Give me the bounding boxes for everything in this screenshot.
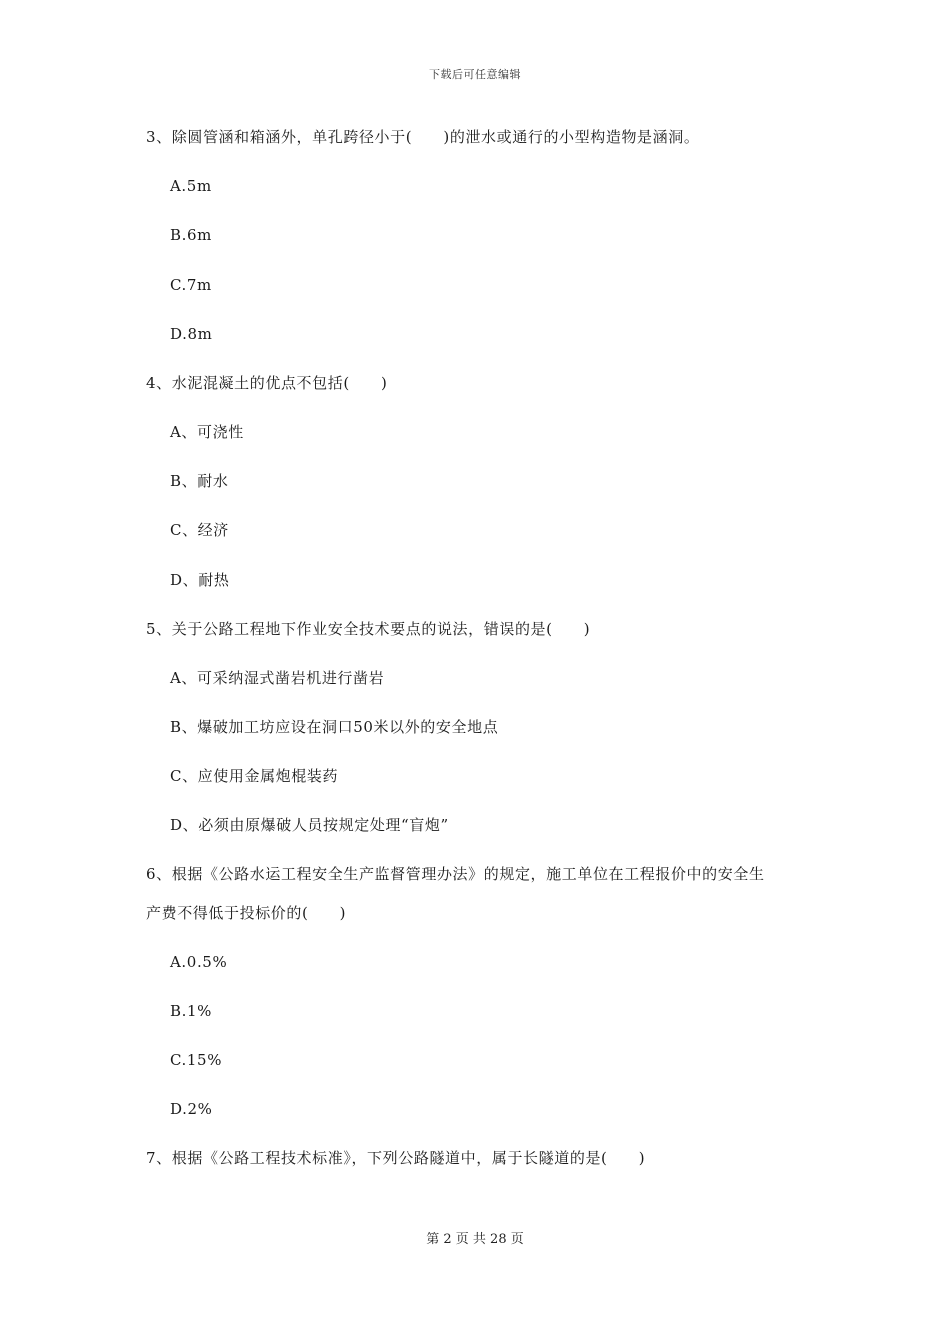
question-6-option-a: A.0.5% [170,953,228,971]
question-3-option-d: D.8m [170,325,213,343]
question-5-stem: 5、关于公路工程地下作业安全技术要点的说法，错误的是( ) [146,620,591,638]
question-4-stem: 4、水泥混凝土的优点不包括( ) [146,374,388,392]
question-6-option-c: C.15% [170,1051,223,1069]
page-header: 下载后可任意编辑 [429,68,521,81]
question-6-stem-line-2: 产费不得低于投标价的( ) [146,904,347,922]
question-4-option-c: C、经济 [170,521,229,539]
question-7-stem: 7、根据《公路工程技术标准》，下列公路隧道中，属于长隧道的是( ) [146,1149,646,1167]
question-3-option-b: B.6m [170,226,212,244]
question-3-option-a: A.5m [170,177,212,195]
question-3-stem: 3、除圆管涵和箱涵外，单孔跨径小于( )的泄水或通行的小型构造物是涵洞。 [146,128,700,146]
question-3-option-c: C.7m [170,276,212,294]
question-6-option-b: B.1% [170,1002,212,1020]
question-4-option-d: D、耐热 [170,571,230,589]
question-5-option-d: D、必须由原爆破人员按规定处理“盲炮” [170,816,449,834]
question-6-option-d: D.2% [170,1100,213,1118]
question-5-option-a: A、可采纳湿式凿岩机进行凿岩 [170,669,385,687]
question-4-option-b: B、耐水 [170,472,229,490]
page-footer: 第 2 页 共 28 页 [426,1232,524,1247]
question-5-option-b: B、爆破加工坊应设在洞口50米以外的安全地点 [170,718,499,736]
question-5-option-c: C、应使用金属炮棍装药 [170,767,339,785]
question-6-stem-line-1: 6、根据《公路水运工程安全生产监督管理办法》的规定，施工单位在工程报价中的安全生 [146,865,765,883]
question-4-option-a: A、可浇性 [170,423,244,441]
